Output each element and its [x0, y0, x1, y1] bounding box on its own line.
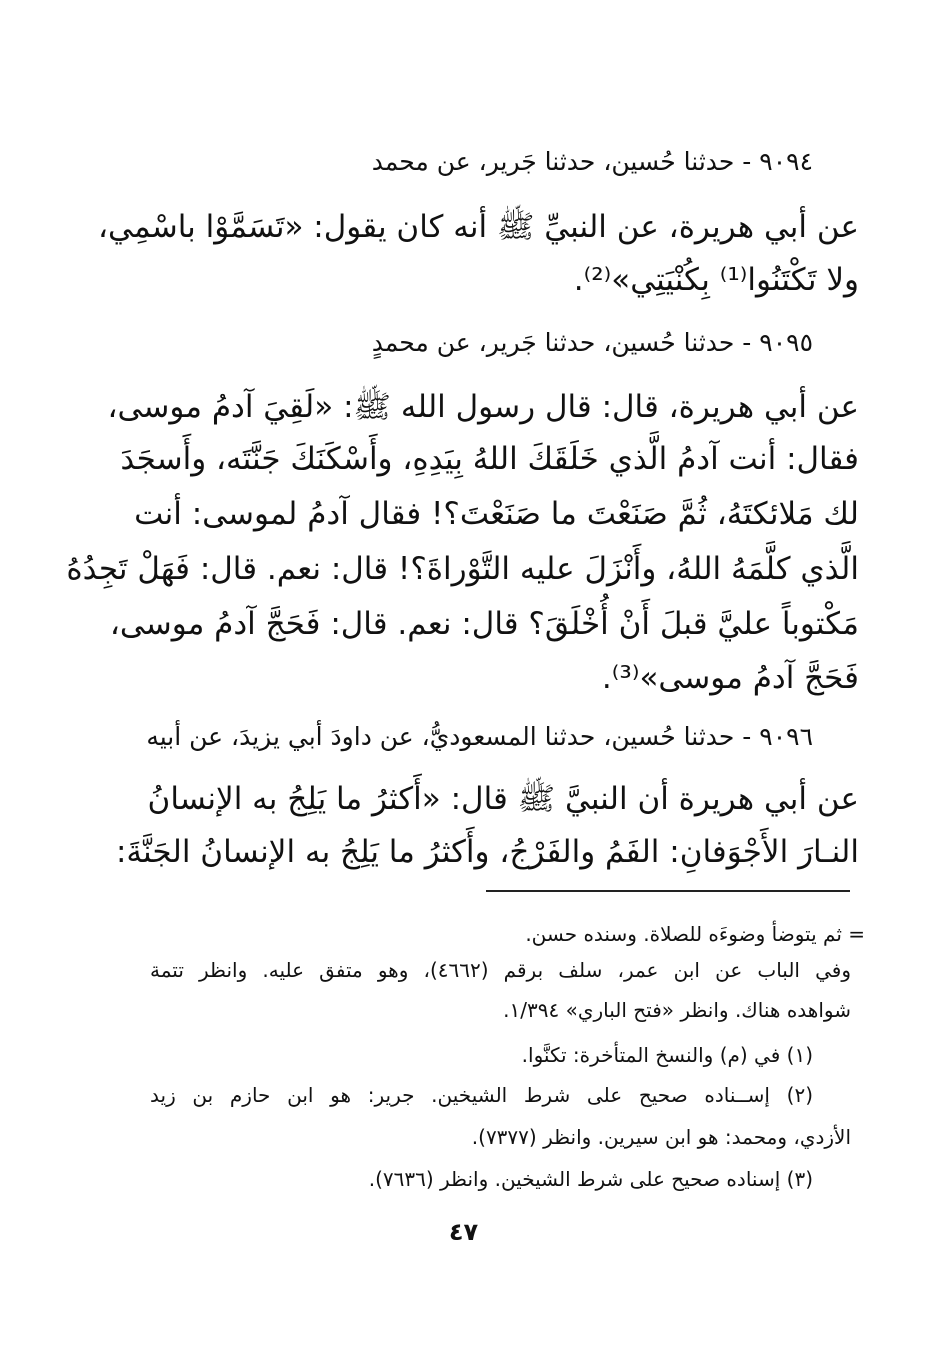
hadith-9094-isnad: ٩٠٩٤ - حدثنا حُسين، حدثنا جَرير، عن محمد	[371, 147, 813, 176]
hadith-9096-matn-line-2: النـارَ الأَجْوَفانِ: الفَمُ والفَرْجُ، وأَكثرُ ما يَلِجُ به الإنسانُ الجَنَّةَ:	[115, 834, 859, 870]
hadith-9094-matn-line-1: عن أبي هريرة، عن النبيِّ ﷺ أنه كان يقول: «تَسَمَّوْا باسْمِي،	[97, 209, 859, 245]
hadith-9095-matn-line-3: لك مَلائكتَهُ، ثُمَّ صَنَعْتَ ما صَنَعْتَ؟! فقال آدمُ لموسى: أنت	[134, 496, 859, 532]
hadith-9094-matn-line-2: ولا تَكْتَنُوا⁽¹⁾ بِكُنْيَتِي»⁽²⁾.	[573, 262, 859, 298]
hadith-9095-matn-line-6: فَحَجَّ آدمُ موسى»⁽³⁾.	[601, 660, 859, 696]
hadith-9096-matn-line-1: عن أبي هريرة أن النبيَّ ﷺ قال: «أَكثرُ ما يَلِجُ به الإنسانُ	[147, 781, 859, 817]
footnote-continued-line-1: وفي الباب عن ابن عمر، سلف برقم (٤٦٦٢)، وهو متفق عليه. وانظر تتمة	[150, 958, 852, 982]
footnote-separator	[486, 890, 850, 892]
footnote-2-line-2: الأزدي، ومحمد: هو ابن سيرين. وانظر (٧٣٧٧).	[471, 1125, 851, 1149]
hadith-9095-matn-line-4: الَّذي كلَّمَهُ اللهُ، وأَنْزَلَ عليه التَّوْراةَ؟! قال: نعم. قال: فَهَلْ تَجِدُهُ	[66, 551, 859, 587]
footnote-continued: = ثم يتوضأ وضوءَه للصلاة. وسنده حسن.	[525, 922, 865, 946]
hadith-9096-isnad: ٩٠٩٦ - حدثنا حُسين، حدثنا المسعوديُّ، عن داودَ أبي يزيدَ، عن أبيه	[146, 722, 813, 751]
hadith-9095-matn-line-1: عن أبي هريرة، قال: قال رسول الله ﷺ: «لَقِيَ آدمُ موسى،	[107, 389, 859, 425]
hadith-9095-matn-line-5: مَكْتوباً عليَّ قبلَ أَنْ أُخْلَقَ؟ قال: نعم. قال: فَحَجَّ آدمُ موسى،	[109, 606, 859, 642]
footnote-3: (٣) إسناده صحيح على شرط الشيخين. وانظر (٧٦٣٦).	[368, 1167, 813, 1191]
page-number: ٤٧	[448, 1218, 479, 1246]
hadith-9095-isnad: ٩٠٩٥ - حدثنا حُسين، حدثنا جَرير، عن محمدٍ	[371, 328, 813, 357]
footnote-1: (١) في (م) والنسخ المتأخرة: تكنَّوا.	[521, 1043, 813, 1067]
hadith-9095-matn-line-2: فقال: أنت آدمُ الَّذي خَلَقَكَ اللهُ بِيَدِهِ، وأَسْكَنَكَ جَنَّتَه، وأَسجَدَ	[120, 441, 859, 477]
footnote-continued-line-2: شواهده هناك. وانظر «فتح الباري» ١/٣٩٤.	[503, 998, 851, 1022]
footnote-2-line-1: (٢) إســناده صحيح على شرط الشيخين. جرير: هو ابن حازم بن زيد	[150, 1083, 813, 1107]
